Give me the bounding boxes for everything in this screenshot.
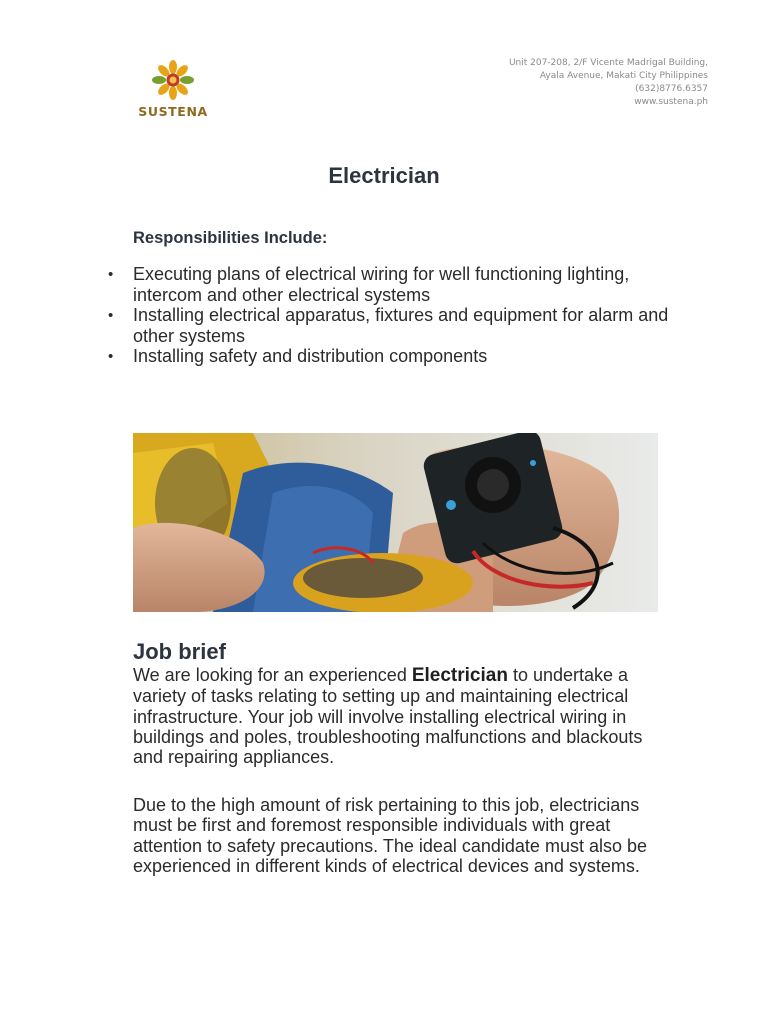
list-item: • Installing safety and distribution components	[133, 346, 673, 367]
paragraph-text: We are looking for an experienced	[133, 665, 412, 685]
address-line: Ayala Avenue, Makati City Philippines	[539, 71, 708, 81]
electrician-multimeter-photo	[133, 433, 658, 612]
responsibilities-heading: Responsibilities Include:	[133, 229, 328, 247]
company-address	[509, 57, 708, 109]
job-brief-heading: Job brief	[133, 639, 226, 664]
page-title: Electrician	[328, 163, 440, 188]
responsibilities-list	[133, 264, 673, 367]
list-item: • Installing electrical apparatus, fixtures and equipment for alarm and other systems	[133, 305, 673, 346]
sunflower-icon	[150, 58, 196, 102]
job-title-emphasis: Electrician	[411, 665, 508, 686]
paragraph-text: to undertake a variety of tasks relating to setting up and maintaining electrical infrastructure. Your job will involve installing electrical wiring in buildings and poles, troubleshooting malfunctions and blackouts and repairing appliances.	[133, 665, 643, 768]
phone-number: (632)8776.6357	[635, 84, 708, 94]
job-brief-paragraph	[133, 665, 673, 767]
address-line: Unit 207-208, 2/F Vicente Madrigal Building,	[508, 58, 708, 68]
website-link[interactable]: www.sustena.ph	[634, 97, 708, 107]
risk-paragraph: Due to the high amount of risk pertaining to this job, electricians must be first and foremost responsible individuals with great attention to safety precautions. The ideal candidate must also be experienced in different kinds of electrical devices and systems.	[133, 795, 647, 876]
company-logo	[133, 58, 213, 124]
list-item: • Executing plans of electrical wiring for well functioning lighting, intercom and other electrical systems	[133, 264, 673, 305]
logo-wordmark: SUSTENA	[138, 104, 208, 119]
